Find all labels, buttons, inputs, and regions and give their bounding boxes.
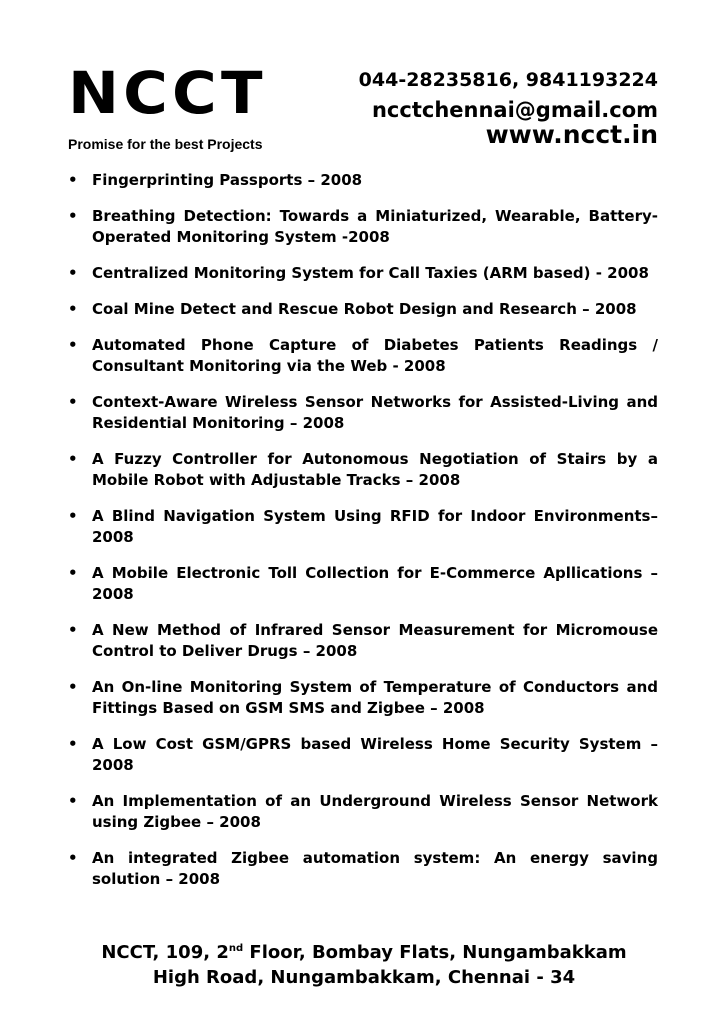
bullet-icon: • (68, 792, 78, 810)
bullet-icon: • (68, 564, 78, 582)
project-title: Fingerprinting Passports – 2008 (92, 171, 363, 189)
list-item (68, 170, 658, 191)
bullet-icon: • (68, 450, 78, 468)
bullet-icon: • (68, 735, 78, 753)
project-title: Automated Phone Capture of Diabetes Patients Readings / Consultant Monitoring via the Web - 2008 (92, 336, 658, 375)
project-title: A Mobile Electronic Toll Collection for E-Commerce Apllications – 2008 (92, 564, 658, 603)
bullet-icon: • (68, 171, 78, 189)
bullet-icon: • (68, 393, 78, 411)
project-title: Breathing Detection: Towards a Miniaturized, Wearable, Battery-Operated Monitoring System -2008 (92, 207, 658, 246)
bullet-icon: • (68, 678, 78, 696)
contact-email: ncctchennai@gmail.com (371, 98, 658, 122)
project-title: Coal Mine Detect and Rescue Robot Design and Research – 2008 (92, 300, 637, 318)
list-item (68, 563, 658, 605)
ordinal-suffix: nd (228, 943, 244, 954)
list-item (68, 299, 658, 320)
project-title: A Blind Navigation System Using RFID for Indoor Environments– 2008 (92, 507, 658, 546)
contact-phone: 044-28235816, 9841193224 (358, 69, 658, 91)
footer-address (0, 940, 728, 990)
list-item (68, 263, 658, 284)
bullet-icon: • (68, 336, 78, 354)
list-item (68, 734, 658, 776)
project-list (68, 170, 658, 905)
address-line-2: High Road, Nungambakkam, Chennai - 34 (152, 967, 576, 988)
bullet-icon: • (68, 849, 78, 867)
bullet-icon: • (68, 621, 78, 639)
address-line-1-end: Floor, Bombay Flats, Nungambakkam (243, 942, 627, 963)
company-logo: NCCT (68, 59, 267, 127)
letterhead (0, 0, 728, 160)
list-item (68, 392, 658, 434)
company-tagline: Promise for the best Projects (68, 136, 263, 152)
address-line-1 (0, 940, 728, 965)
project-title: Centralized Monitoring System for Call Taxies (ARM based) - 2008 (92, 264, 649, 282)
list-item (68, 206, 658, 248)
project-title: Context-Aware Wireless Sensor Networks for Assisted-Living and Residential Monitoring – 2008 (92, 393, 658, 432)
list-item (68, 620, 658, 662)
project-title: An integrated Zigbee automation system: An energy saving solution – 2008 (92, 849, 658, 888)
list-item (68, 848, 658, 890)
list-item (68, 677, 658, 719)
bullet-icon: • (68, 264, 78, 282)
project-title: A Low Cost GSM/GPRS based Wireless Home Security System – 2008 (92, 735, 658, 774)
project-title: A Fuzzy Controller for Autonomous Negotiation of Stairs by a Mobile Robot with Adjustable Tracks – 2008 (92, 450, 658, 489)
project-title: An Implementation of an Underground Wireless Sensor Network using Zigbee – 2008 (92, 792, 658, 831)
bullet-icon: • (68, 207, 78, 225)
list-item (68, 506, 658, 548)
list-item (68, 449, 658, 491)
contact-website: www.ncct.in (485, 120, 658, 149)
list-item (68, 791, 658, 833)
list-item (68, 335, 658, 377)
project-title: A New Method of Infrared Sensor Measurement for Micromouse Control to Deliver Drugs – 2008 (92, 621, 658, 660)
project-title: An On-line Monitoring System of Temperature of Conductors and Fittings Based on GSM SMS and Zigbee – 2008 (92, 678, 658, 717)
bullet-icon: • (68, 507, 78, 525)
bullet-icon: • (68, 300, 78, 318)
address-line-1-start: NCCT, 109, 2 (101, 942, 229, 963)
